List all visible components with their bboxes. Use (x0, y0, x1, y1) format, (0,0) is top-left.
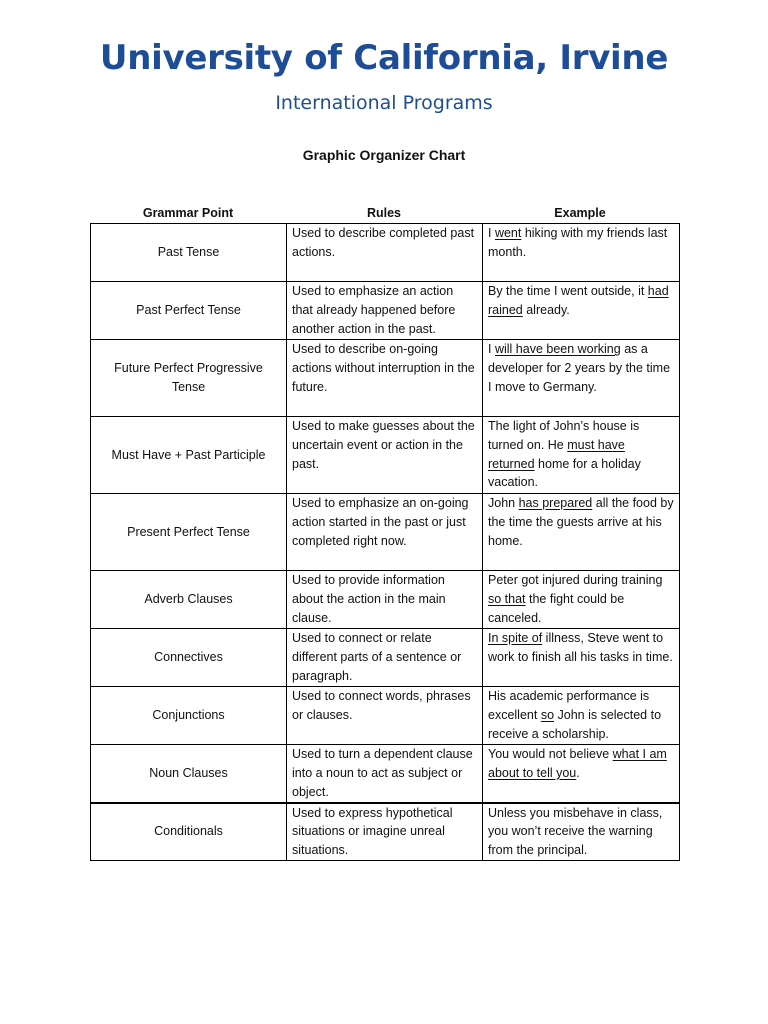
grammar-point-cell: Noun Clauses (91, 745, 287, 803)
grammar-point-cell: Past Tense (91, 224, 287, 282)
grammar-point-cell: Connectives (91, 629, 287, 687)
rule-cell: Used to connect or relate different parts of a sentence or paragraph. (287, 629, 483, 687)
example-cell (483, 417, 680, 494)
underlined-phrase: so (540, 707, 555, 722)
example-text: His academic performance is excellent (488, 689, 650, 722)
university-title: University of California, Irvine (99, 38, 669, 78)
grammar-point-cell: Conditionals (91, 803, 287, 861)
rule-cell: Used to express hypothetical situations or imagine unreal situations. (287, 803, 483, 861)
example-text: John (488, 496, 519, 510)
program-subtitle: International Programs (275, 92, 493, 114)
column-header-example: Example (554, 206, 606, 220)
grammar-point-cell: Adverb Clauses (91, 571, 287, 629)
example-text: Peter got injured during training (488, 573, 663, 587)
example-text: I (488, 342, 495, 356)
rule-cell: Used to make guesses about the uncertain event or action in the past. (287, 417, 483, 494)
underlined-phrase: must have returned (488, 437, 625, 471)
example-text: hiking with my friends last month. (488, 226, 668, 259)
example-text: John is selected to receive a scholarship. (488, 707, 662, 741)
rule-cell: Used to turn a dependent clause into a noun to act as subject or object. (287, 745, 483, 803)
grammar-point-cell: Future Perfect Progressive Tense (91, 340, 287, 417)
table-row (91, 224, 680, 282)
underlined-phrase: what I am about to tell you (488, 747, 667, 780)
example-cell (483, 494, 680, 571)
underlined-phrase: has prepared (518, 496, 593, 510)
example-text: The light of John’s house is turned on. He (488, 419, 640, 452)
underlined-phrase: had rained (488, 284, 669, 317)
example-text: You would not believe (488, 747, 613, 761)
table-row (91, 629, 680, 687)
underlined-phrase: In spite of (488, 631, 543, 645)
rule-cell: Used to connect words, phrases or clauses. (287, 687, 483, 745)
table-row (91, 417, 680, 494)
example-text: already. (522, 302, 570, 317)
example-text: illness, Steve went to work to finish all his tasks in time. (488, 631, 673, 664)
example-text: all the food by the time the guests arrive at his home. (488, 496, 674, 548)
grammar-point-cell: Conjunctions (91, 687, 287, 745)
rule-cell: Used to describe completed past actions. (287, 224, 483, 282)
table-row (91, 687, 680, 745)
underlined-phrase: so that (488, 591, 526, 606)
example-cell (483, 224, 680, 282)
example-cell (483, 687, 680, 745)
page-title: Graphic Organizer Chart (302, 147, 466, 163)
column-header-grammar-point: Grammar Point (142, 206, 234, 220)
example-cell (483, 571, 680, 629)
table-row (91, 571, 680, 629)
underlined-phrase: went (494, 226, 522, 240)
example-text: the fight could be canceled. (488, 591, 625, 625)
example-cell (483, 340, 680, 417)
table-row (91, 282, 680, 340)
example-cell (483, 629, 680, 687)
column-header-rules: Rules (366, 206, 402, 220)
grammar-point-cell: Present Perfect Tense (91, 494, 287, 571)
example-cell (483, 745, 680, 803)
table-row (91, 745, 680, 803)
table-row (91, 340, 680, 417)
example-text: Unless you misbehave in class, you won’t receive the warning from the principal. (488, 805, 663, 858)
example-text: . (576, 765, 580, 780)
table-row (91, 803, 680, 861)
rule-cell: Used to describe on-going actions without interruption in the future. (287, 340, 483, 417)
example-text: home for a holiday vacation. (488, 456, 641, 490)
example-cell (483, 282, 680, 340)
grammar-point-cell: Past Perfect Tense (91, 282, 287, 340)
rule-cell: Used to provide information about the action in the main clause. (287, 571, 483, 629)
example-text: I (488, 226, 495, 240)
rule-cell: Used to emphasize an on-going action started in the past or just completed right now. (287, 494, 483, 571)
example-cell (483, 803, 680, 861)
grammar-point-cell: Must Have + Past Participle (91, 417, 287, 494)
column-headers (90, 206, 678, 220)
example-text: By the time I went outside, it (488, 284, 648, 298)
graphic-organizer-table (90, 223, 680, 861)
underlined-phrase: will have been working (494, 342, 621, 356)
example-text: as a developer for 2 years by the time I move to Germany. (488, 342, 671, 394)
rule-cell: Used to emphasize an action that already happened before another action in the past. (287, 282, 483, 340)
table-row (91, 494, 680, 571)
